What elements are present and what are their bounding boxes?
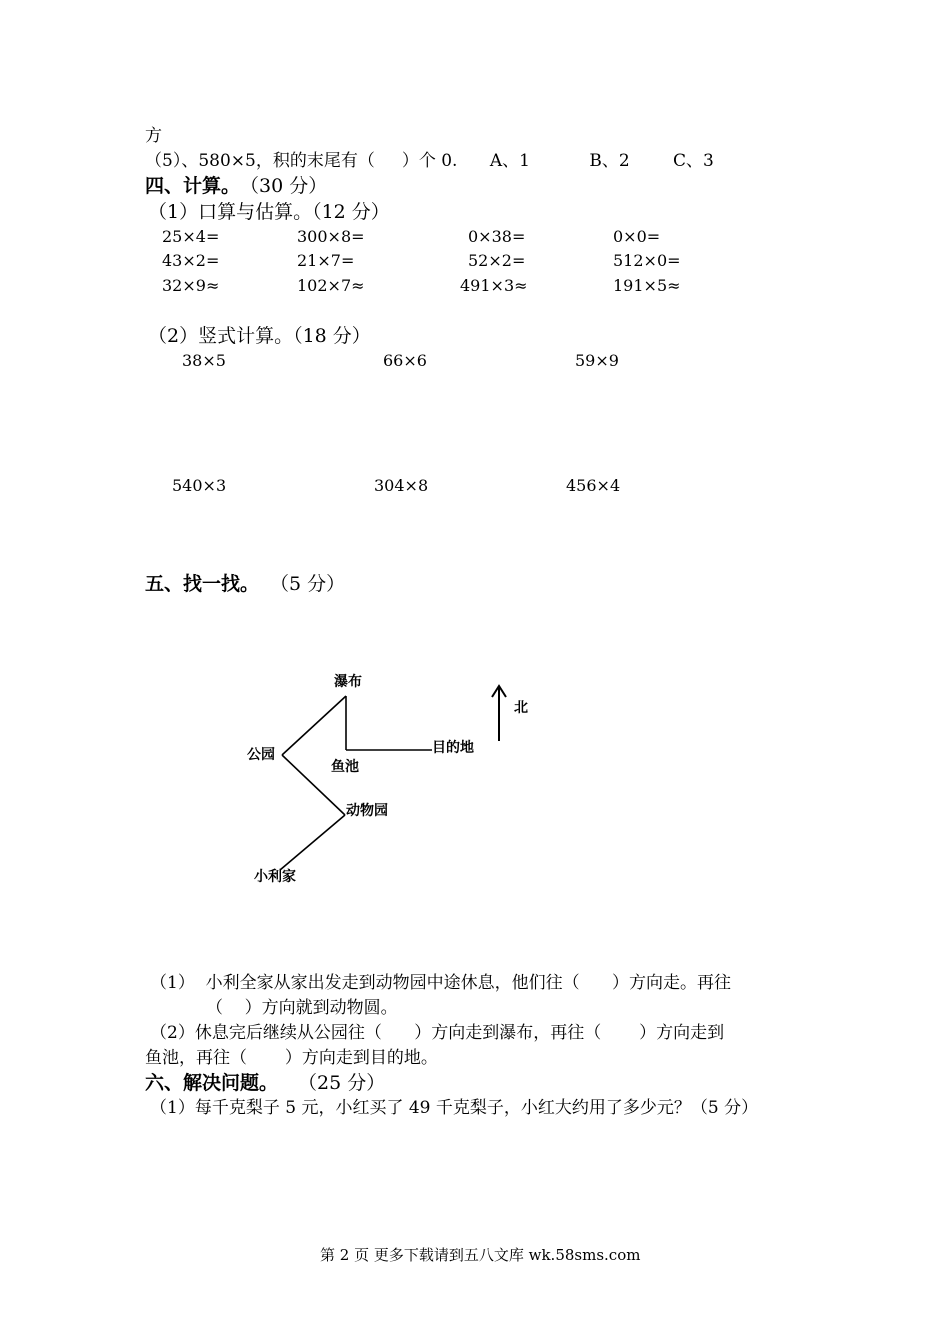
question-5: （5）、580×5，积的末尾有（ ）个 0. A、1 B、2 C、3 xyxy=(145,151,714,171)
page-footer: 第 2 页 更多下载请到五八文库 wk.58sms.com xyxy=(320,1246,641,1264)
oral-item: 43×2= xyxy=(162,251,220,270)
path-home-zoo xyxy=(280,815,345,870)
subsection-1-title: （1）口算与估算。（12 分） xyxy=(148,201,390,223)
oral-item: 102×7≈ xyxy=(297,276,365,295)
section-4-points: （30 分） xyxy=(240,175,328,197)
oral-item: 491×3≈ xyxy=(460,276,528,295)
continuation-text: 方 xyxy=(145,126,162,146)
section-4-title: 四、计算。 xyxy=(145,175,241,197)
vertical-item: 304×8 xyxy=(374,476,429,495)
label-waterfall: 瀑布 xyxy=(334,674,362,690)
oral-item: 191×5≈ xyxy=(613,276,681,295)
label-fishpond: 鱼池 xyxy=(331,759,359,775)
vertical-item: 38×5 xyxy=(182,351,226,370)
oral-item: 300×8= xyxy=(297,227,365,246)
question-1-line-2: （ ）方向就到动物圆。 xyxy=(206,998,398,1018)
label-north: 北 xyxy=(514,700,528,716)
question-2-line-1: （2）休息完后继续从公园往（ ）方向走到瀑布，再往（ ）方向走到 xyxy=(150,1023,725,1043)
label-destination: 目的地 xyxy=(432,740,474,756)
oral-item: 21×7= xyxy=(297,251,355,270)
oral-item: 0×0= xyxy=(613,227,661,246)
subsection-2-title: （2）竖式计算。（18 分） xyxy=(148,325,371,347)
section-6-title: 六、解决问题。 xyxy=(145,1072,279,1094)
path-park-waterfall xyxy=(282,696,346,755)
oral-item: 512×0= xyxy=(613,251,681,270)
vertical-item: 59×9 xyxy=(575,351,619,370)
section-5-title: 五、找一找。 xyxy=(145,573,260,595)
label-zoo: 动物园 xyxy=(346,803,388,819)
section-6-points: （25 分） xyxy=(298,1072,386,1094)
question-2-line-2: 鱼池，再往（ ）方向走到目的地。 xyxy=(145,1048,438,1068)
oral-item: 32×9≈ xyxy=(162,276,220,295)
vertical-item: 456×4 xyxy=(566,476,621,495)
oral-item: 52×2= xyxy=(468,251,526,270)
label-park: 公园 xyxy=(247,747,275,763)
question-1-line-1: （1） 小利全家从家出发走到动物园中途休息，他们往（ ）方向走。再往 xyxy=(150,973,732,993)
problem-1: （1）每千克梨子 5 元，小红买了 49 千克梨子，小红大约用了多少元？（5 分） xyxy=(150,1098,759,1118)
section-5-points: （5 分） xyxy=(270,573,346,595)
vertical-item: 66×6 xyxy=(383,351,427,370)
oral-item: 0×38= xyxy=(468,227,526,246)
label-home: 小利家 xyxy=(254,869,296,885)
vertical-item: 540×3 xyxy=(172,476,227,495)
oral-item: 25×4= xyxy=(162,227,220,246)
